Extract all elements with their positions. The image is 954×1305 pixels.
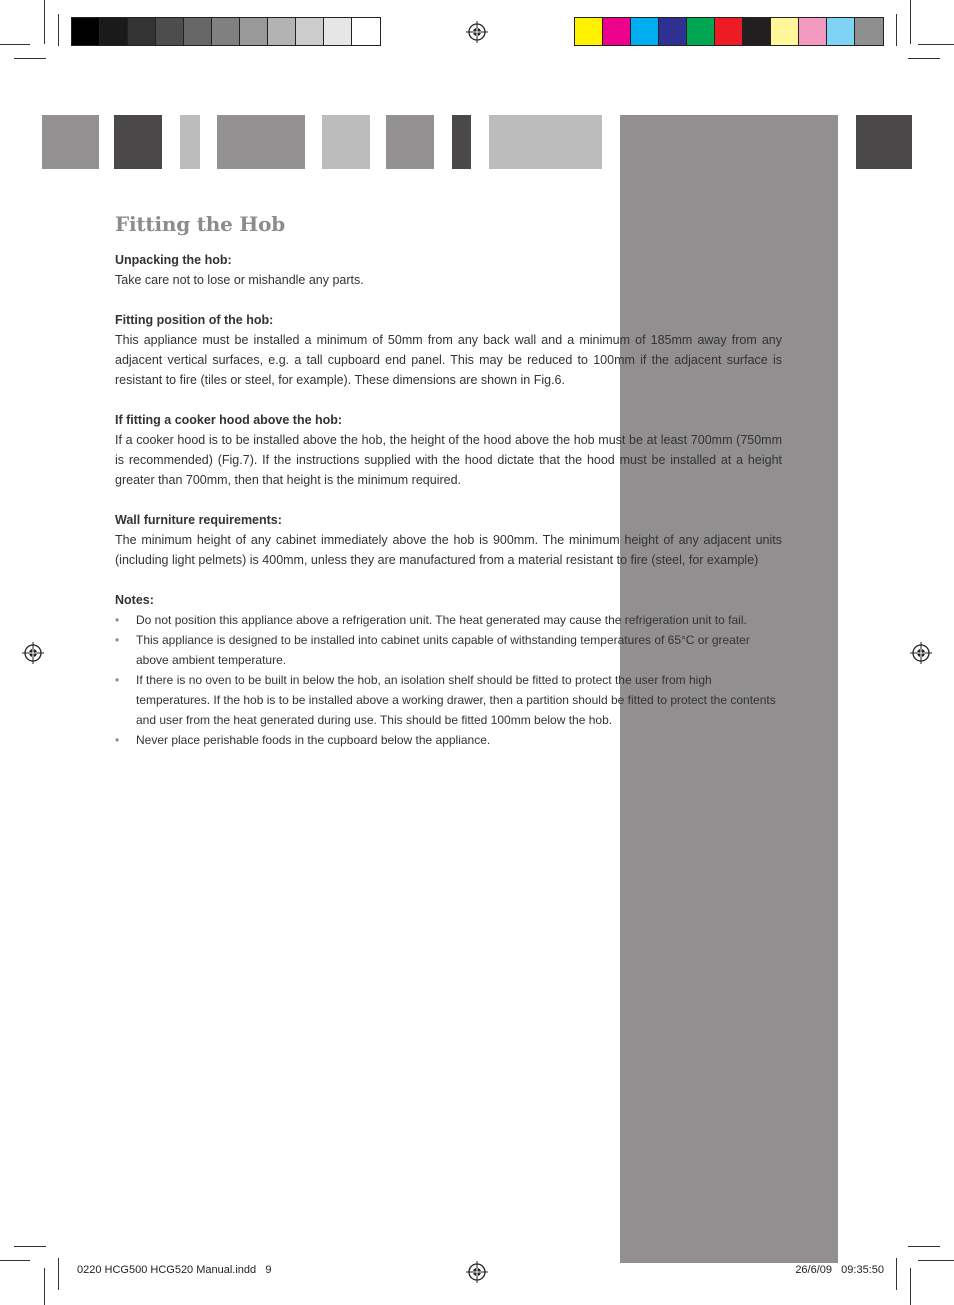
color-swatch	[100, 18, 128, 45]
color-swatch	[156, 18, 184, 45]
crop-mark	[14, 1246, 46, 1247]
page-title: Fitting the Hob	[115, 212, 286, 236]
color-swatch	[324, 18, 352, 45]
color-swatch	[743, 18, 771, 45]
crop-mark	[44, 1268, 45, 1305]
crop-mark	[44, 0, 45, 44]
section-body: Take care not to lose or mishandle any parts.	[115, 273, 364, 287]
decorative-block	[386, 115, 434, 169]
section-body: The minimum height of any cabinet immediately above the hob is 900mm. The minimum height of any adjacent units (including light pelmets) is 400mm, unless they are manufactured from a material resistant to fire (steel, for example)	[115, 533, 782, 567]
registration-mark-icon	[22, 642, 44, 664]
color-swatch	[603, 18, 631, 45]
crop-mark	[58, 1258, 59, 1290]
section-body: This appliance must be installed a minimum of 50mm from any back wall and a minimum of 185mm away from any adjacent vertical surfaces, e.g. a tall cupboard end panel. This may be reduced to 100mm if the adjacent surface is resistant to fire (tiles or steel, for example). These dimensions are shown in Fig.6.	[115, 333, 782, 387]
section-notes	[115, 590, 782, 750]
footer-file-info: 0220 HCG500 HCG520 Manual.indd 9	[77, 1264, 272, 1276]
list-item: • This appliance is designed to be installed into cabinet units capable of withstanding temperatures of 65°C or greater above ambient temperature.	[115, 630, 782, 670]
section-body: If a cooker hood is to be installed above the hob, the height of the hood above the hob must be at least 700mm (750mm is recommended) (Fig.7). If the instructions supplied with the hood dictate that the hood must be installed at a height greater than 700mm, then that height is the minimum required.	[115, 433, 782, 487]
crop-mark	[0, 1260, 30, 1261]
color-swatch	[72, 18, 100, 45]
color-swatch	[827, 18, 855, 45]
color-swatch	[240, 18, 268, 45]
section-wall-furniture	[115, 510, 782, 570]
section-unpacking	[115, 250, 782, 290]
main-content	[115, 212, 782, 770]
decorative-block	[114, 115, 162, 169]
notes-heading: Notes:	[115, 593, 154, 607]
color-swatch	[855, 18, 883, 45]
color-swatch	[771, 18, 799, 45]
crop-mark	[0, 44, 30, 45]
color-swatch	[268, 18, 296, 45]
color-swatch	[128, 18, 156, 45]
color-swatch	[799, 18, 827, 45]
crop-mark	[918, 1260, 954, 1261]
crop-mark	[918, 44, 954, 45]
decorative-block	[489, 115, 602, 169]
registration-mark-icon	[466, 21, 488, 43]
section-fitting-position	[115, 310, 782, 390]
section-heading: Unpacking the hob:	[115, 253, 232, 267]
color-swatch	[687, 18, 715, 45]
registration-mark-icon	[910, 642, 932, 664]
crop-mark	[58, 14, 59, 46]
crop-mark	[14, 58, 46, 59]
decorative-block	[856, 115, 912, 169]
list-item: • If there is no oven to be built in below the hob, an isolation shelf should be fitted to protect the user from high temperatures. If the hob is to be installed above a working drawer, then a partition should be fitted to protect the contents and user from the heat generated during use. This should be fitted 100mm below the hob.	[115, 670, 782, 730]
crop-mark	[896, 14, 897, 46]
decorative-block	[217, 115, 305, 169]
footer-timestamp: 26/6/09 09:35:50	[795, 1264, 884, 1276]
color-swatch	[184, 18, 212, 45]
color-swatch	[352, 18, 380, 45]
registration-mark-icon	[466, 1261, 488, 1283]
crop-mark	[910, 0, 911, 44]
color-swatch	[575, 18, 603, 45]
list-item: • Do not position this appliance above a refrigeration unit. The heat generated may cause the refrigeration unit to fail.	[115, 610, 782, 630]
crop-mark	[896, 1258, 897, 1290]
color-swatch	[715, 18, 743, 45]
color-swatch	[212, 18, 240, 45]
color-swatch	[631, 18, 659, 45]
crop-mark	[908, 1246, 940, 1247]
decorative-block	[42, 115, 99, 169]
section-heading: Wall furniture requirements:	[115, 513, 282, 527]
process-color-bar	[574, 17, 884, 46]
section-heading: If fitting a cooker hood above the hob:	[115, 413, 343, 427]
grayscale-color-bar	[71, 17, 381, 46]
crop-mark	[910, 1268, 911, 1305]
decorative-block	[322, 115, 370, 169]
color-swatch	[659, 18, 687, 45]
notes-list	[115, 610, 782, 750]
crop-mark	[908, 58, 940, 59]
section-cooker-hood	[115, 410, 782, 490]
decorative-block	[452, 115, 471, 169]
color-swatch	[296, 18, 324, 45]
section-heading: Fitting position of the hob:	[115, 313, 274, 327]
list-item: • Never place perishable foods in the cupboard below the appliance.	[115, 730, 782, 750]
decorative-block	[180, 115, 200, 169]
